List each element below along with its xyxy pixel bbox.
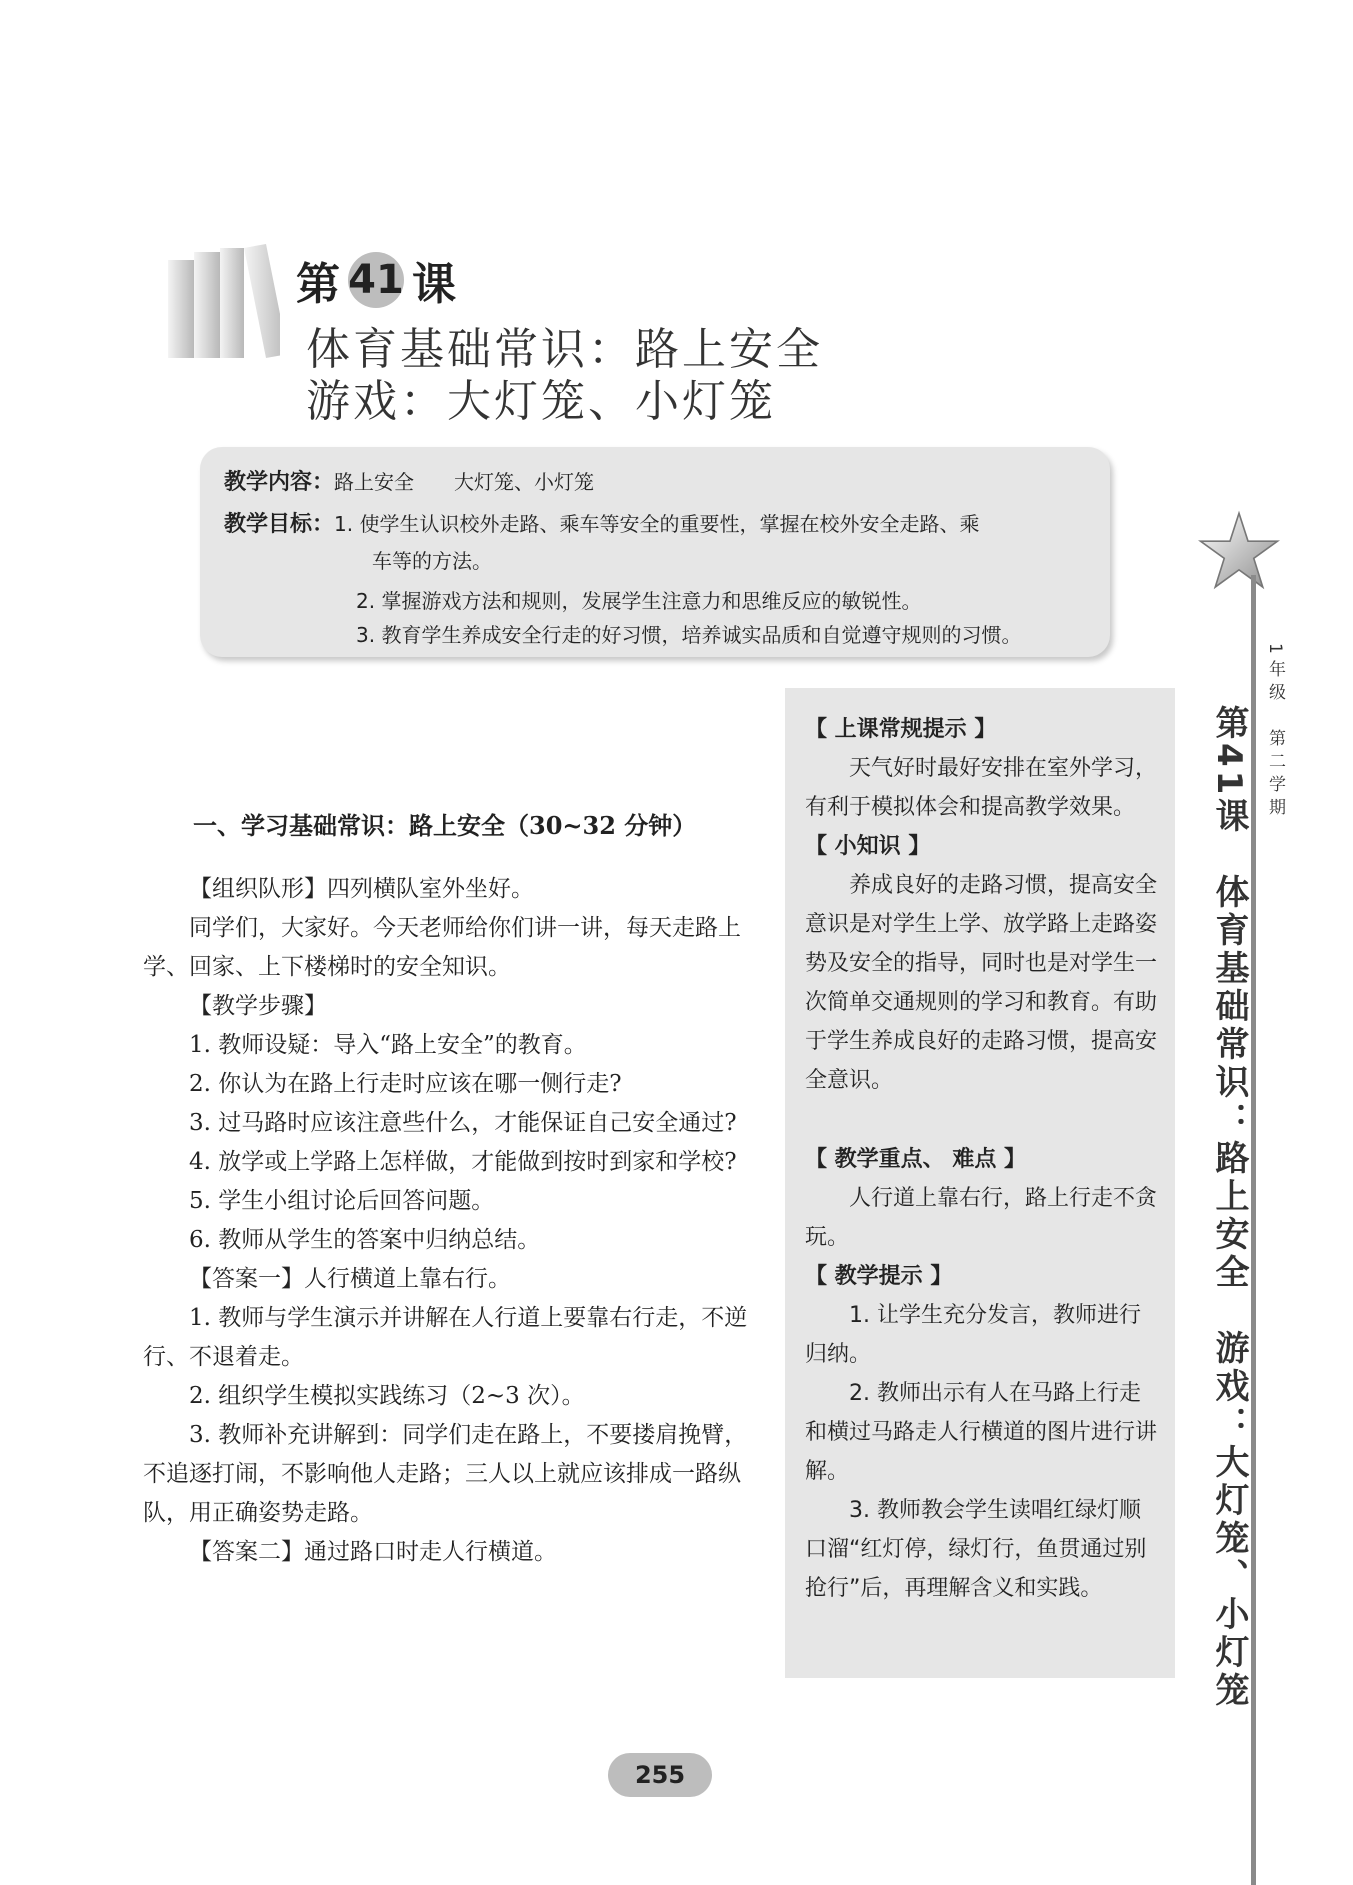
content-label: 教学内容：: [224, 470, 335, 495]
sidebar-tip-2: 2. 教师出示有人在马路上行走和横过马路走人行横道的图片进行讲解。: [805, 1381, 1158, 1484]
paragraph: 4. 放学或上学路上怎样做，才能做到按时到家和学校?: [189, 1149, 737, 1175]
sidebar-heading-tips: 【 教学提示 】: [805, 1264, 953, 1289]
sidebar-tip-1: 1. 让学生充分发言，教师进行归纳。: [805, 1303, 1141, 1367]
section-heading: 一、学习基础常识：路上安全（30~32 分钟）: [193, 811, 697, 840]
goals-label: 教学目标：: [224, 512, 335, 537]
goal-2: 2. 掌握游戏方法和规则，发展学生注意力和思维反应的敏锐性。: [356, 589, 922, 613]
lesson-suffix: 课: [412, 259, 456, 310]
page-number: 255: [608, 1753, 712, 1797]
paragraph: 2. 组织学生模拟实践练习（2~3 次）。: [189, 1383, 585, 1409]
lesson-number-badge: 41: [348, 252, 404, 308]
paragraph: 1. 教师设疑：导入“路上安全”的教育。: [189, 1032, 587, 1058]
content-value: 路上安全 大灯笼、小灯笼: [334, 470, 595, 494]
vertical-lesson-title: 第41课 体育基础常识：路上安全 游戏：大灯笼、小灯笼: [1209, 705, 1249, 1711]
paragraph: 6. 教师从学生的答案中归纳总结。: [189, 1227, 541, 1253]
grade-semester-label: 1年级 第二学期: [1265, 643, 1285, 821]
sidebar-text-keypoints: 人行道上靠右行，路上行走不贪玩。: [805, 1186, 1158, 1250]
paragraph: 3. 过马路时应该注意些什么，才能保证自己安全通过?: [189, 1110, 737, 1136]
goal-3: 3. 教育学生养成安全行走的好习惯，培养诚实品质和自觉遵守规则的习惯。: [356, 623, 1022, 647]
sidebar-heading-keypoints: 【 教学重点、 难点 】: [805, 1147, 1026, 1172]
sidebar-heading-routine: 【 上课常规提示 】: [805, 717, 997, 742]
paragraph: 5. 学生小组讨论后回答问题。: [189, 1188, 495, 1214]
paragraph: 3. 教师补充讲解到：同学们走在路上，不要搂肩挽臂，不追逐打闹，不影响他人走路；三人以上就应该排成一路纵队，用正确姿势走路。: [143, 1422, 748, 1526]
paragraph: 2. 你认为在路上行走时应该在哪一侧行走?: [189, 1071, 622, 1097]
paragraph: 【答案一】人行横道上靠右行。: [189, 1266, 511, 1292]
goal-1-line-1: 1. 使学生认识校外走路、乘车等安全的重要性，掌握在校外安全走路、乘: [334, 512, 980, 536]
tips-sidebar: [785, 688, 1175, 1678]
subtitle-line-1: 体育基础常识：路上安全: [306, 324, 823, 375]
paragraph: 【组织队形】四列横队室外坐好。: [189, 876, 534, 902]
paragraph: 【答案二】通过路口时走人行横道。: [189, 1539, 557, 1565]
sidebar-text-knowledge: 养成良好的走路习惯，提高安全意识是对学生上学、放学路上走路姿势及安全的指导，同时也是对学生一次简单交通规则的学习和教育。有助于学生养成良好的走路习惯，提高安全意识。: [805, 873, 1158, 1093]
star-icon: [1198, 510, 1280, 592]
sidebar-heading-knowledge: 【 小知识 】: [805, 834, 931, 859]
subtitle-line-2: 游戏：大灯笼、小灯笼: [306, 376, 776, 427]
paragraph: 同学们，大家好。今天老师给你们讲一讲，每天走路上学、回家、上下楼梯时的安全知识。: [143, 915, 741, 980]
vertical-rule: [1251, 575, 1256, 1885]
goal-1-line-2: 车等的方法。: [372, 549, 492, 573]
lesson-title: [296, 248, 456, 312]
sidebar-tip-3: 3. 教师教会学生读唱红绿灯顺口溜“红灯停，绿灯行，鱼贯通过别抢行”后，再理解含义和实践。: [805, 1498, 1147, 1601]
main-text: [143, 870, 755, 1572]
paragraph: 【教学步骤】: [189, 993, 327, 1019]
books-illustration: [160, 240, 280, 360]
lesson-prefix: 第: [296, 259, 340, 310]
paragraph: 1. 教师与学生演示并讲解在人行道上要靠右行走，不逆行、不退着走。: [143, 1305, 748, 1370]
objectives-box: [200, 447, 1110, 657]
sidebar-text-routine: 天气好时最好安排在室外学习，有利于模拟体会和提高教学效果。: [805, 756, 1158, 820]
